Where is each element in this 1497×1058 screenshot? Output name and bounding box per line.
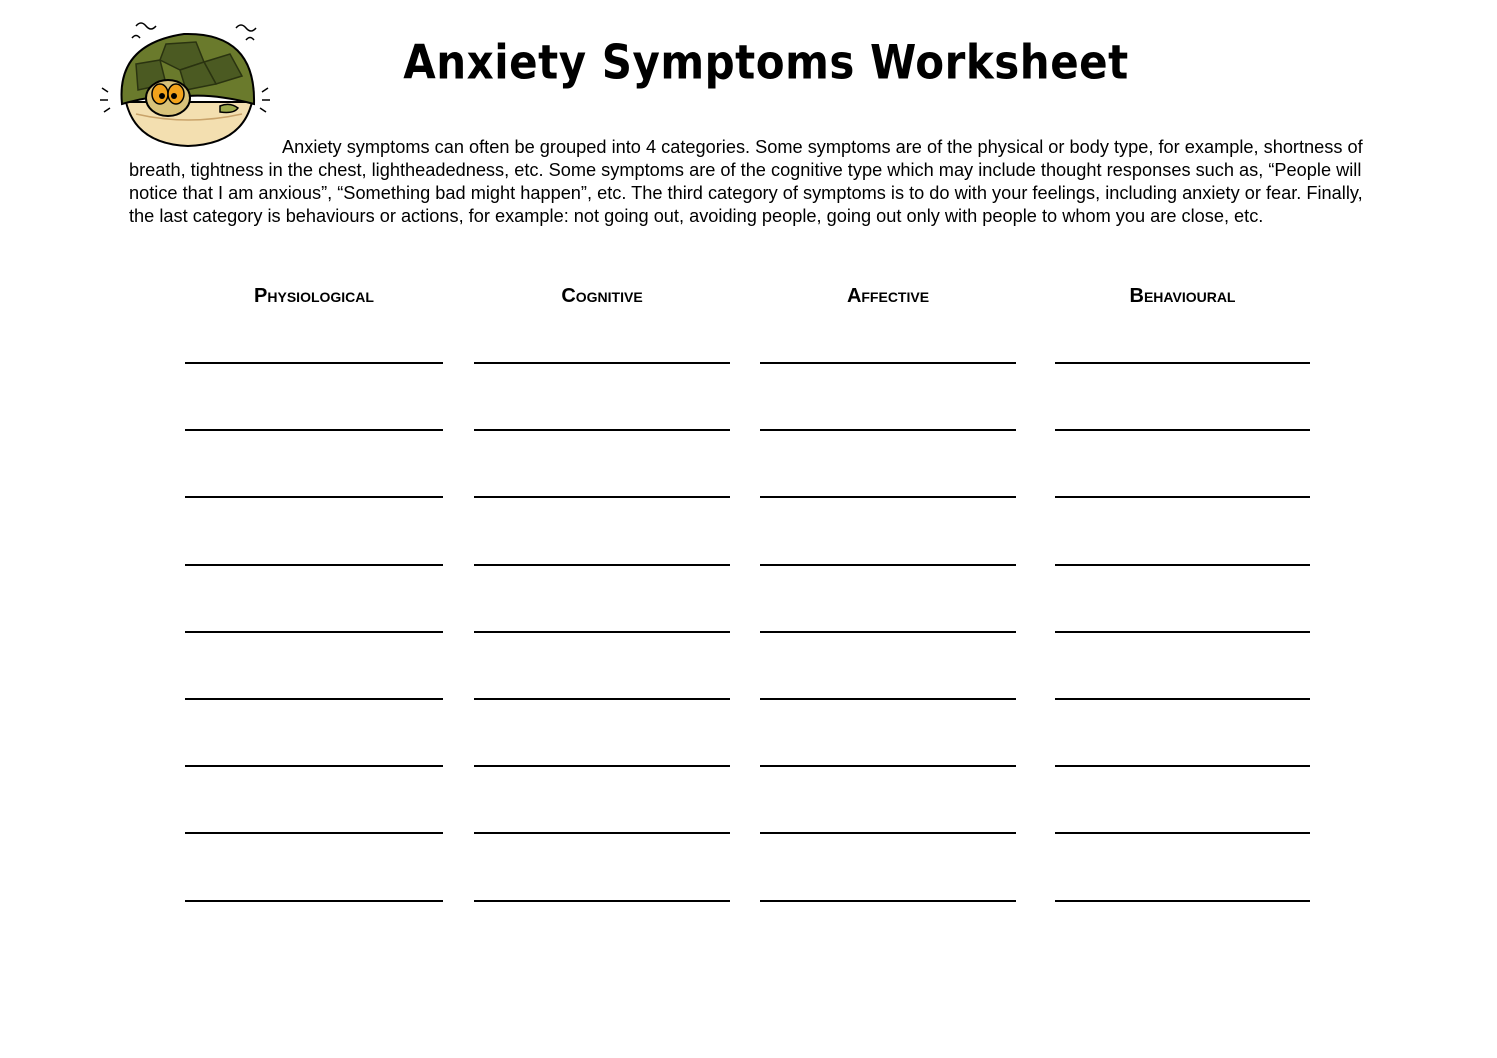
answer-line-behavioural[interactable] [1055, 900, 1310, 902]
answer-line-physiological[interactable] [185, 631, 443, 633]
answer-line-affective[interactable] [760, 496, 1016, 498]
answer-line-affective[interactable] [760, 765, 1016, 767]
answer-line-affective[interactable] [760, 832, 1016, 834]
answer-line-cognitive[interactable] [474, 765, 730, 767]
answer-line-behavioural[interactable] [1055, 564, 1310, 566]
answer-line-physiological[interactable] [185, 698, 443, 700]
answer-line-affective[interactable] [760, 698, 1016, 700]
answer-line-cognitive[interactable] [474, 496, 730, 498]
answer-line-physiological[interactable] [185, 496, 443, 498]
answer-line-affective[interactable] [760, 429, 1016, 431]
answer-line-physiological[interactable] [185, 564, 443, 566]
answer-line-cognitive[interactable] [474, 900, 730, 902]
answer-line-affective[interactable] [760, 900, 1016, 902]
answer-line-behavioural[interactable] [1055, 429, 1310, 431]
answer-line-cognitive[interactable] [474, 832, 730, 834]
answer-line-behavioural[interactable] [1055, 765, 1310, 767]
answer-line-physiological[interactable] [185, 362, 443, 364]
answer-line-affective[interactable] [760, 631, 1016, 633]
page-title: Anxiety Symptoms Worksheet [403, 35, 1129, 90]
answer-line-physiological[interactable] [185, 429, 443, 431]
answer-line-behavioural[interactable] [1055, 698, 1310, 700]
answer-line-behavioural[interactable] [1055, 631, 1310, 633]
column-header-affective: Affective [846, 285, 930, 307]
column-header-cognitive: Cognitive [561, 285, 643, 307]
column-header-behavioural: Behavioural [1129, 285, 1236, 307]
answer-line-cognitive[interactable] [474, 429, 730, 431]
answer-line-physiological[interactable] [185, 900, 443, 902]
answer-line-behavioural[interactable] [1055, 496, 1310, 498]
answer-line-affective[interactable] [760, 564, 1016, 566]
intro-paragraph: Anxiety symptoms can often be grouped into 4 categories. Some symptoms are of the physical or body type, for example, shortness of breath, tightness in the chest, lightheadedness, etc. Some symptoms are of the cognitive type which may include thought responses such as, “People will notice that I am anxious”, “Something bad might happen”, etc. The third category of symptoms is to do with your feelings, including anxiety or fear. Finally, the last category is behaviours or actions, for example: not going out, avoiding people, going out only with people to whom you are close, etc. [129, 137, 1363, 226]
answer-line-behavioural[interactable] [1055, 362, 1310, 364]
answer-line-cognitive[interactable] [474, 698, 730, 700]
column-header-physiological: Physiological [254, 285, 374, 307]
answer-line-cognitive[interactable] [474, 631, 730, 633]
answer-line-cognitive[interactable] [474, 564, 730, 566]
answer-line-cognitive[interactable] [474, 362, 730, 364]
answer-line-physiological[interactable] [185, 765, 443, 767]
answer-line-affective[interactable] [760, 362, 1016, 364]
answer-line-physiological[interactable] [185, 832, 443, 834]
answer-line-behavioural[interactable] [1055, 832, 1310, 834]
